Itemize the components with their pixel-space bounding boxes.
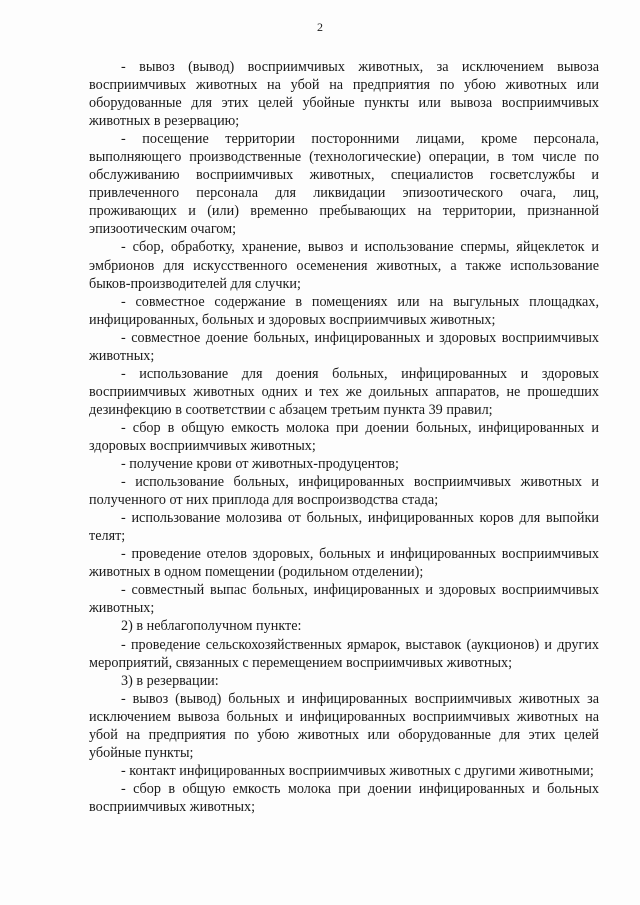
paragraph: - вывоз (вывод) восприимчивых животных, за исключением вывоза восприимчивых животных на убой на предприятия по убою животных или оборудованные для этих целей убойные пункты или вывоза восприимчивых животных в резервацию;: [89, 59, 599, 130]
paragraph: - совместное содержание в помещениях или на выгульных площадках, инфицированных, больных и здоровых восприимчивых животных;: [89, 293, 599, 328]
paragraph: - контакт инфицированных восприимчивых животных с другими животными;: [121, 762, 594, 779]
paragraph: - проведение сельскохозяйственных ярмарок, выставок (аукционов) и других мероприятий, связанных с перемещением восприимчивых животных;: [89, 636, 599, 671]
paragraph: - сбор в общую емкость молока при доении больных, инфицированных и здоровых восприимчивых животных;: [89, 419, 599, 454]
paragraph: - сбор в общую емкость молока при доении инфицированных и больных восприимчивых животных;: [89, 780, 599, 815]
paragraph: - совместное доение больных, инфицированных и здоровых восприимчивых животных;: [89, 329, 599, 364]
section-heading: 2) в неблагополучном пункте:: [121, 618, 302, 635]
paragraph: - использование больных, инфицированных восприимчивых животных и полученного от них приплода для воспроизводства стада;: [89, 474, 599, 509]
section-heading: 3) в резервации:: [121, 672, 219, 689]
paragraph: - получение крови от животных-продуцентов;: [121, 456, 399, 473]
paragraph: - сбор, обработку, хранение, вывоз и использование спермы, яйцеклеток и эмбрионов для искусственного осеменения животных, а также использование быков-производителей для случки;: [89, 239, 599, 292]
paragraph: - использование для доения больных, инфицированных и здоровых восприимчивых животных одних и тех же доильных аппаратов, не прошедших дезинфекцию в соответствии с абзацем третьим пункта 39 правил;: [89, 365, 599, 418]
paragraph: - проведение отелов здоровых, больных и инфицированных восприимчивых животных в одном помещении (родильном отделении);: [89, 546, 599, 581]
page-number: 2: [317, 20, 323, 34]
paragraph: - совместный выпас больных, инфицированных и здоровых восприимчивых животных;: [89, 582, 599, 617]
paragraph: - вывоз (вывод) больных и инфицированных восприимчивых животных за исключением вывоза больных и инфицированных восприимчивых животных на убой на предприятия по убою животных или оборудованные для этих целей убойные пункты;: [89, 690, 599, 761]
document-body: [89, 58, 599, 816]
paragraph: - использование молозива от больных, инфицированных коров для выпойки телят;: [89, 510, 599, 545]
paragraph: - посещение территории посторонними лицами, кроме персонала, выполняющего производственные (технологические) операции, в том числе по обслуживанию восприимчивых животных, специалистов госветслужбы и привлеченного персонала для ликвидации эпизоотического очага, лиц, проживающих и (или) временно пребывающих на территории, признанной эпизоотическим очагом;: [89, 131, 599, 238]
